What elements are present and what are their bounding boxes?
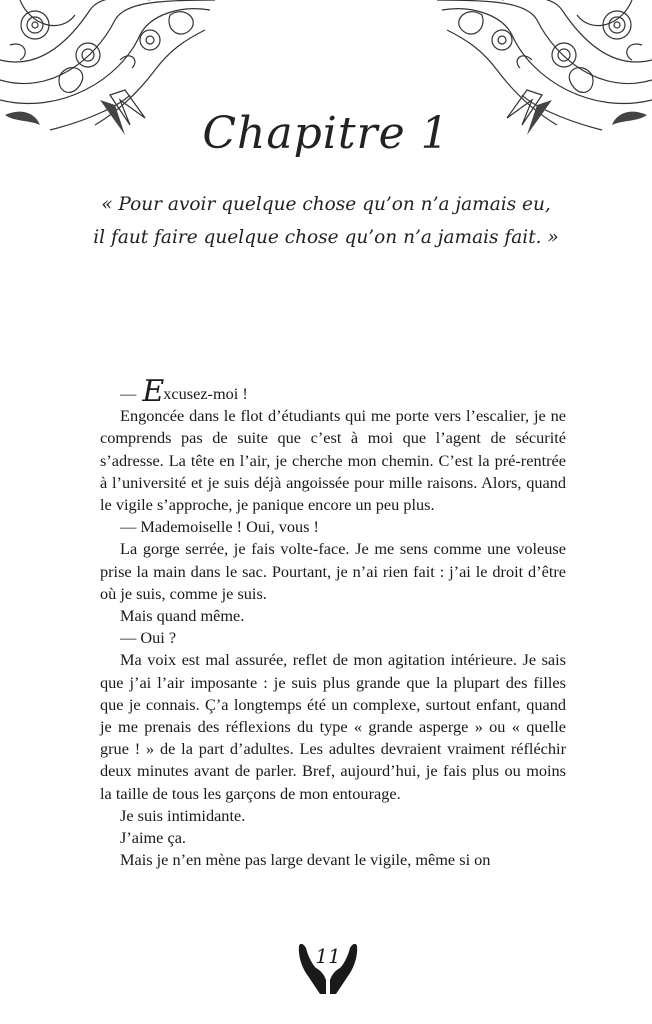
paragraph: La gorge serrée, je fais volte-face. Je me sens comme une voleuse prise la main dans le sac. Pourtant, je n’ai rien fait : j’ai le droit d’être où je suis, comme je suis. <box>100 539 566 603</box>
opening-text: xcusez-moi ! <box>163 384 248 403</box>
body-text <box>100 374 566 871</box>
paragraph: Je suis intimidante. <box>120 805 246 825</box>
paragraph: Ma voix est mal assurée, reflet de mon agitation intérieure. Je sais que j’ai l’air imposante : je suis plus grande que la plupart des filles que je connais. Ç’a longtemps été un complexe, surtout enfant, quand je me prenais des réflexions du type « grande asperge » ou « quelle grue ! » de la part d’adultes. Les adultes devraient vraiment réfléchir deux minutes avant de parler. Bref, aujourd’hui, je fais plus ou moins la taille de tous les garçons de mon entourage. <box>100 650 566 803</box>
paragraph: — Mademoiselle ! Oui, vous ! <box>120 517 319 537</box>
epigraph-line: il faut faire quelque chose qu’on n’a jamais fait. » <box>93 227 559 248</box>
paragraph: Mais quand même. <box>120 606 245 626</box>
page-number: 11 <box>315 944 341 968</box>
paragraph: Mais je n’en mène pas large devant le vigile, même si on <box>120 850 491 870</box>
drop-cap: E <box>142 374 165 409</box>
dialogue-dash: — <box>120 384 141 403</box>
paragraph: — Oui ? <box>120 628 177 648</box>
epigraph-line: « Pour avoir quelque chose qu’on n’a jamais eu, <box>101 194 551 215</box>
paragraph: Engoncée dans le flot d’étudiants qui me porte vers l’escalier, je ne comprends pas de suite que c’est à moi que l’agent de sécurité s’adresse. La tête en l’air, je cherche mon chemin. C’est la pré-rentrée à l’université et je suis déjà angoissée pour mille raisons. Alors, quand le vigile s’approche, je panique encore un peu plus. <box>100 406 566 515</box>
epigraph <box>60 188 592 254</box>
chapter-title: Chapitre 1 <box>202 108 450 159</box>
paragraph: J’aime ça. <box>120 828 186 848</box>
opening-line <box>100 374 566 409</box>
page-number-emblem <box>296 942 360 998</box>
